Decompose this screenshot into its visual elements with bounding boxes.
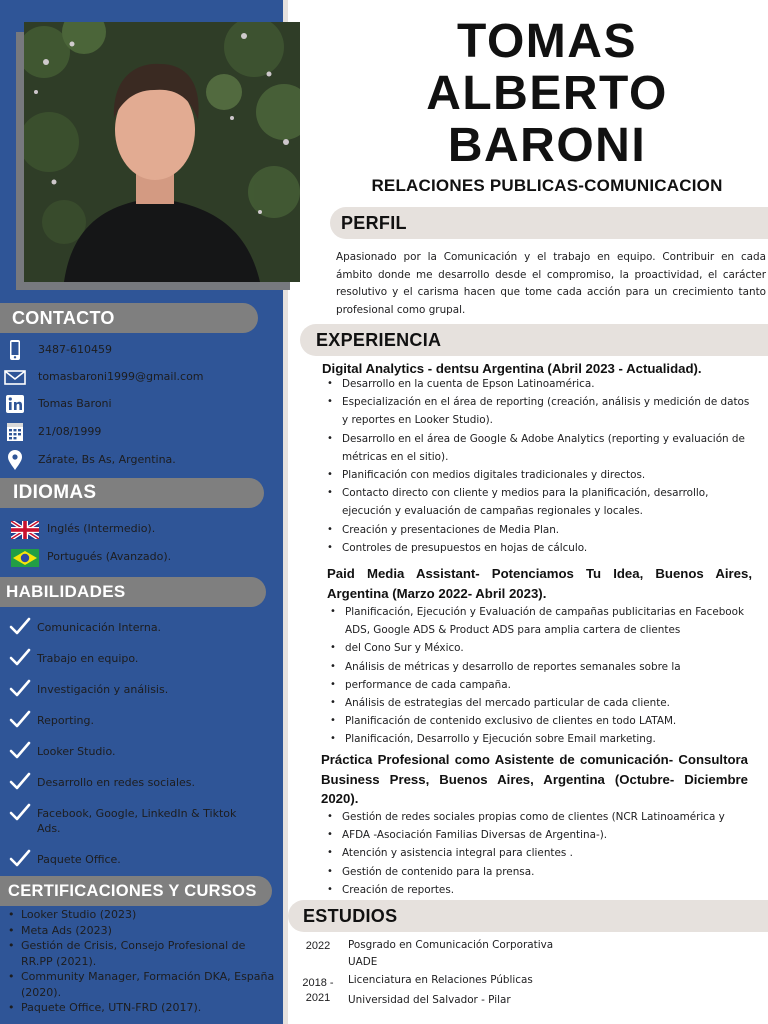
job-title-potenciamos: Paid Media Assistant- Potenciamos Tu Idea, Buenos Aires, Argentina (Marzo 2022- Abril 2023).	[327, 566, 752, 601]
experience-bullet: • Especialización en el área de reporting (creación, análisis y medición de datos y reportes en Looker Studio).	[322, 393, 752, 429]
profile-text: Apasionado por la Comunicación y el trabajo en equipo. Contribuir en cada ámbito donde me desarrollo desde el compromiso, la proactividad, el carácter resolutivo y el carisma hacen que tome cada acción para un crecimiento tanto profesional como grupal.	[336, 251, 766, 316]
contact-linkedin-text: Tomas Baroni	[38, 397, 112, 410]
calendar-icon	[4, 422, 26, 442]
location-pin-icon	[4, 450, 26, 470]
education-degree: Licenciatura en Relaciones Públicas	[348, 974, 533, 986]
contact-birthdate	[0, 421, 283, 443]
checkmark-icon	[9, 648, 31, 666]
name-line-first: TOMAS	[457, 15, 637, 68]
checkmark-icon	[9, 772, 31, 790]
contact-location	[0, 449, 283, 471]
language-english-text: Inglés (Intermedio).	[47, 522, 156, 535]
skill-text: Reporting.	[37, 714, 94, 727]
experience-bullet: • Controles de presupuestos en hojas de cálculo.	[322, 539, 752, 557]
profile-photo	[24, 22, 300, 282]
contact-location-text: Zárate, Bs As, Argentina.	[38, 453, 176, 466]
education-year: 2022	[305, 940, 331, 952]
education-item	[300, 937, 620, 971]
job-bullets-potenciamos	[325, 603, 757, 749]
certifications-list	[8, 907, 278, 1016]
contact-email	[0, 366, 283, 388]
experience-bullet: • Contacto directo con cliente y medios para la planificación, desarrollo, ejecución y evaluación de campañas regionales y locales.	[322, 484, 752, 520]
experience-bullet: • Planificación, Ejecución y Evaluación de campañas publicitarias en Facebook ADS, Google ADS & Product ADS para amplia cartera de clientes	[325, 603, 757, 639]
experience-bullet: • Creación de reportes.	[322, 881, 752, 899]
job-bullets-dentsu	[322, 375, 752, 557]
name-line-last: BARONI	[447, 119, 647, 172]
profile-heading: PERFIL	[330, 207, 768, 239]
skill-text: Paquete Office.	[37, 853, 121, 866]
education-institution: UADE	[348, 956, 378, 968]
certification-item: • Community Manager, Formación DKA, España (2020).	[8, 969, 278, 1000]
certifications-heading: CERTIFICACIONES Y CURSOS	[0, 876, 272, 906]
checkmark-icon	[9, 741, 31, 759]
job-role: RELACIONES PUBLICAS-COMUNICACION	[371, 176, 723, 195]
contact-heading: CONTACTO	[0, 303, 258, 333]
experience-bullet: • AFDA -Asociación Familias Diversas de Argentina-).	[322, 826, 752, 844]
skill-text: Desarrollo en redes sociales.	[37, 776, 196, 789]
experience-bullet: • Planificación de contenido exclusivo de clientes en todo LATAM.	[325, 712, 757, 730]
contact-birthdate-text: 21/08/1999	[38, 425, 102, 438]
experience-bullet: • Creación y presentaciones de Media Plan.	[322, 521, 752, 539]
skill-text: Looker Studio.	[37, 745, 116, 758]
experience-bullet: • Desarrollo en la cuenta de Epson Latinoamérica.	[322, 375, 752, 393]
skill-text: Facebook, Google, LinkedIn & Tiktok Ads.	[37, 807, 237, 835]
contact-phone	[0, 339, 283, 361]
contact-email-text: tomasbaroni1999@gmail.com	[38, 370, 204, 383]
experience-bullet: • del Cono Sur y México.	[325, 639, 757, 657]
full-name	[380, 16, 714, 172]
experience-bullet: • Planificación con medios digitales tradicionales y directos.	[322, 466, 752, 484]
job-bullets-business-press	[322, 808, 752, 899]
checkmark-icon	[9, 803, 31, 821]
experience-bullet: • Atención y asistencia integral para clientes .	[322, 844, 752, 862]
experience-bullet: • Análisis de métricas y desarrollo de reportes semanales sobre la	[325, 658, 757, 676]
education-year: 2018 - 2021	[302, 977, 334, 1004]
contact-phone-text: 3487-610459	[38, 343, 112, 356]
job-title-dentsu: Digital Analytics - dentsu Argentina (Abril 2023 - Actualidad).	[322, 361, 702, 376]
experience-bullet: • performance de cada campaña.	[325, 676, 757, 694]
experience-bullet: • Gestión de contenido para la prensa.	[322, 863, 752, 881]
education-text	[348, 972, 598, 1009]
checkmark-icon	[9, 710, 31, 728]
job-title-business-press: Práctica Profesional como Asistente de comunicación- Consultora Business Press, Buenos Aires, Argentina (Octubre- Diciembre 2020).	[321, 752, 748, 806]
checkmark-icon	[9, 849, 31, 867]
certification-item: • Paquete Office, UTN-FRD (2017).	[8, 1000, 278, 1016]
skill-text: Investigación y análisis.	[37, 683, 169, 696]
checkmark-icon	[9, 617, 31, 635]
certification-item: • Meta Ads (2023)	[8, 923, 278, 939]
language-portuguese-text: Portugués (Avanzado).	[47, 550, 172, 563]
linkedin-icon	[4, 394, 26, 414]
education-text	[348, 937, 598, 971]
experience-bullet: • Planificación, Desarrollo y Ejecución sobre Email marketing.	[325, 730, 757, 748]
phone-icon	[4, 340, 26, 360]
certification-item: • Looker Studio (2023)	[8, 907, 278, 923]
certification-item: • Gestión de Crisis, Consejo Profesional de RR.PP (2021).	[8, 938, 278, 969]
uk-flag-icon	[11, 521, 39, 539]
name-line-middle: ALBERTO	[426, 67, 668, 120]
education-item	[300, 972, 620, 1012]
experience-bullet: • Desarrollo en el área de Google & Adobe Analytics (reporting y evaluación de métricas en el sitio).	[322, 430, 752, 466]
brazil-flag-icon	[11, 549, 39, 567]
skill-text: Comunicación Interna.	[37, 621, 162, 634]
experience-bullet: • Gestión de redes sociales propias como de clientes (NCR Latinoamérica y	[322, 808, 752, 826]
checkmark-icon	[9, 679, 31, 697]
experience-bullet: • Análisis de estrategias del mercado particular de cada cliente.	[325, 694, 757, 712]
education-degree: Posgrado en Comunicación Corporativa	[348, 939, 554, 951]
education-heading: ESTUDIOS	[288, 900, 768, 932]
mail-icon	[4, 367, 26, 387]
skills-heading: HABILIDADES	[0, 577, 266, 607]
education-institution: Universidad del Salvador - Pilar	[348, 994, 511, 1006]
experience-heading: EXPERIENCIA	[300, 324, 768, 356]
skill-text: Trabajo en equipo.	[37, 652, 139, 665]
contact-linkedin	[0, 393, 283, 415]
languages-heading: IDIOMAS	[0, 478, 264, 508]
